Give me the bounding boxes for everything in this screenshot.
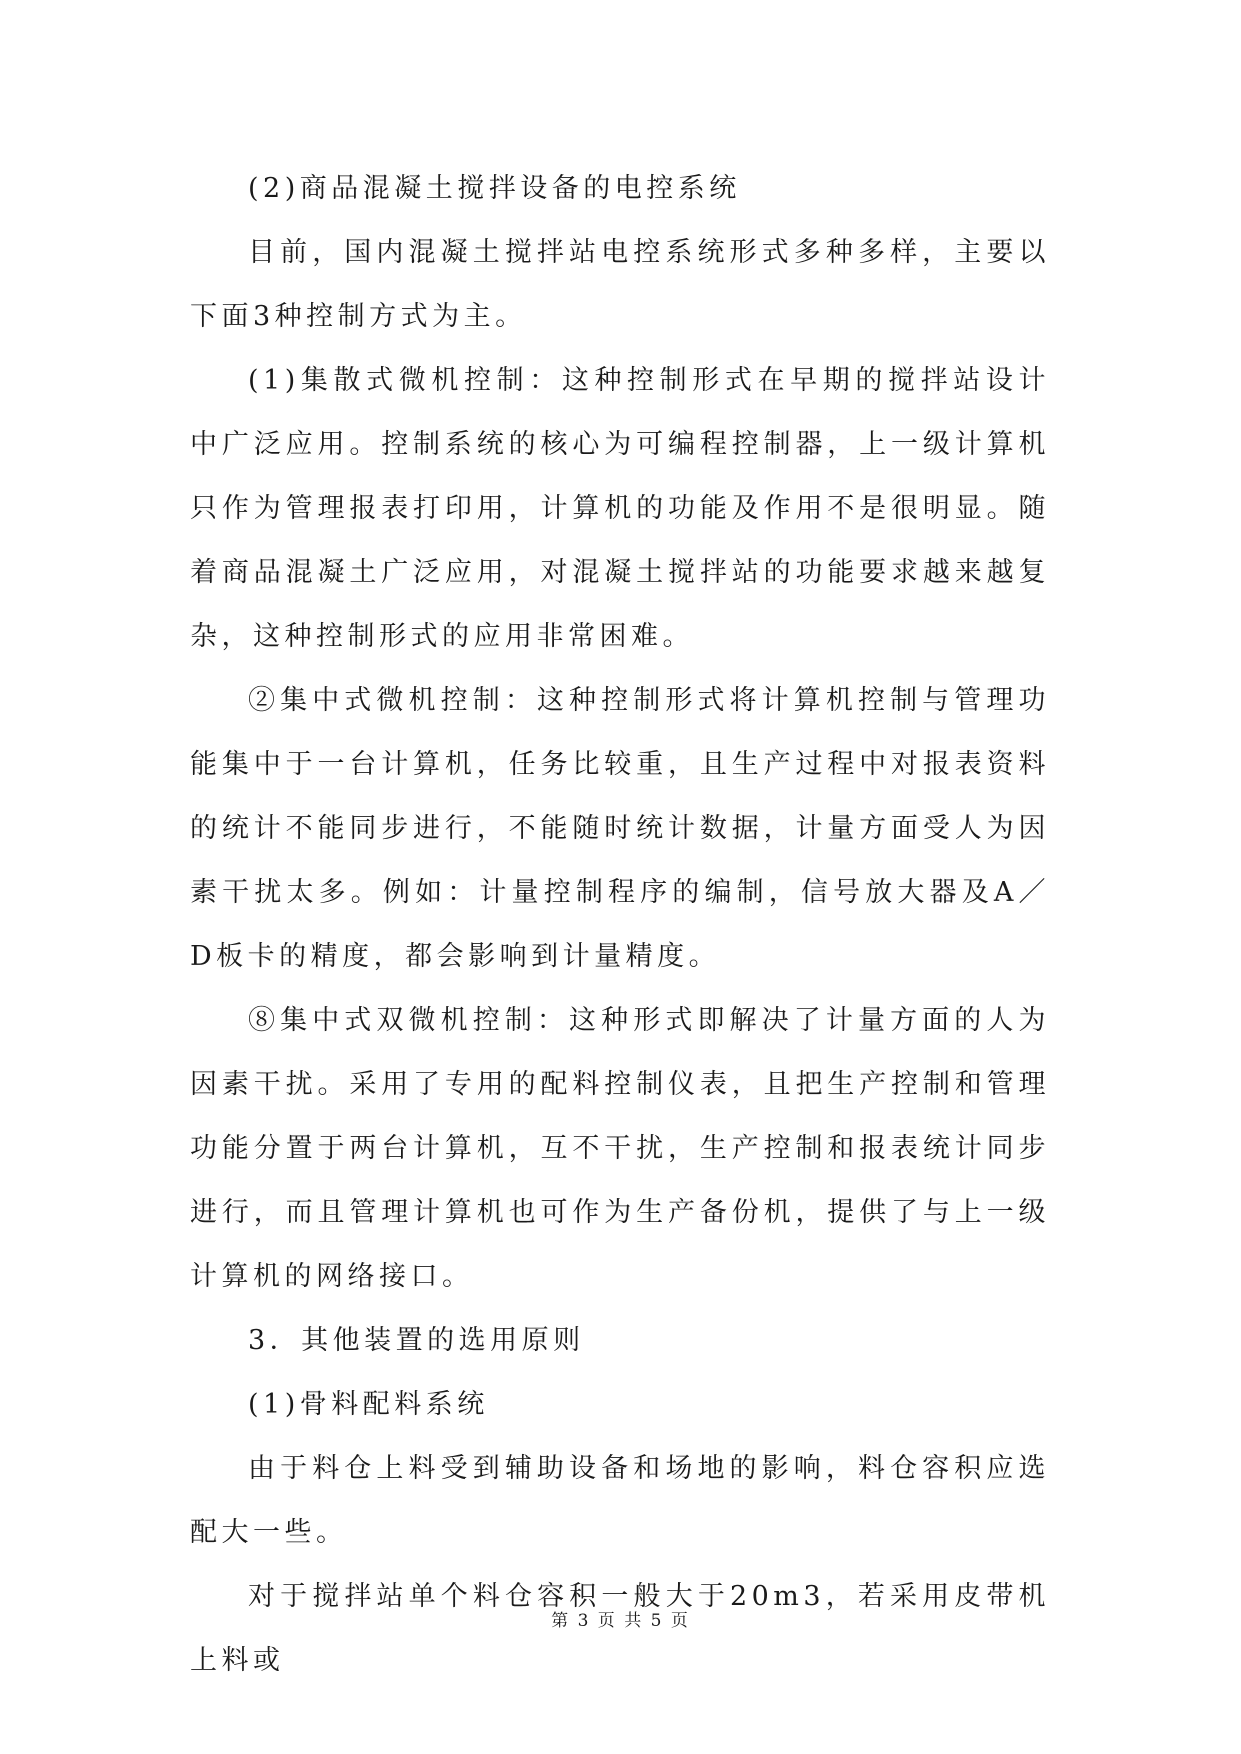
paragraph-distributed-control: (1)集散式微机控制：这种控制形式在早期的搅拌站设计中广泛应用。控制系统的核心为可编程控制器，上一级计算机只作为管理报表打印用，计算机的功能及作用不是很明显。随着商品混凝土广泛应用，对混凝土搅拌站的功能要求越来越复杂，这种控制形式的应用非常困难。	[190, 365, 1050, 652]
heading-aggregate-batching: (1)骨料配料系统	[248, 1389, 489, 1420]
paragraph-intro: 目前，国内混凝土搅拌站电控系统形式多种多样，主要以下面3种控制方式为主。	[190, 237, 1050, 332]
paragraph-dual-computer-control: ⑧集中式双微机控制：这种形式即解决了计量方面的人为因素干扰。采用了专用的配料控制仪表，且把生产控制和管理功能分置于两台计算机，互不干扰，生产控制和报表统计同步进行，而且管理计算机也可作为生产备份机，提供了与上一级计算机的网络接口。	[190, 1005, 1050, 1292]
paragraph-centralized-control: ②集中式微机控制：这种控制形式将计算机控制与管理功能集中于一台计算机，任务比较重，且生产过程中对报表资料的统计不能同步进行，不能随时统计数据，计量方面受人为因素干扰太多。例如：计量控制程序的编制，信号放大器及A／D板卡的精度，都会影响到计量精度。	[190, 685, 1050, 972]
heading-other-devices: 3．其他装置的选用原则	[248, 1325, 585, 1356]
paragraph-silo-volume: 对于搅拌站单个料仓容积一般大于20m3，若采用皮带机上料或	[190, 1581, 1050, 1676]
document-body	[190, 157, 1050, 1693]
paragraph-silo-capacity: 由于料仓上料受到辅助设备和场地的影响，料仓容积应选配大一些。	[190, 1453, 1050, 1548]
page-number-footer: 第 3 页 共 5 页	[551, 1611, 690, 1631]
heading-electrical-control: (2)商品混凝土搅拌设备的电控系统	[248, 173, 741, 204]
